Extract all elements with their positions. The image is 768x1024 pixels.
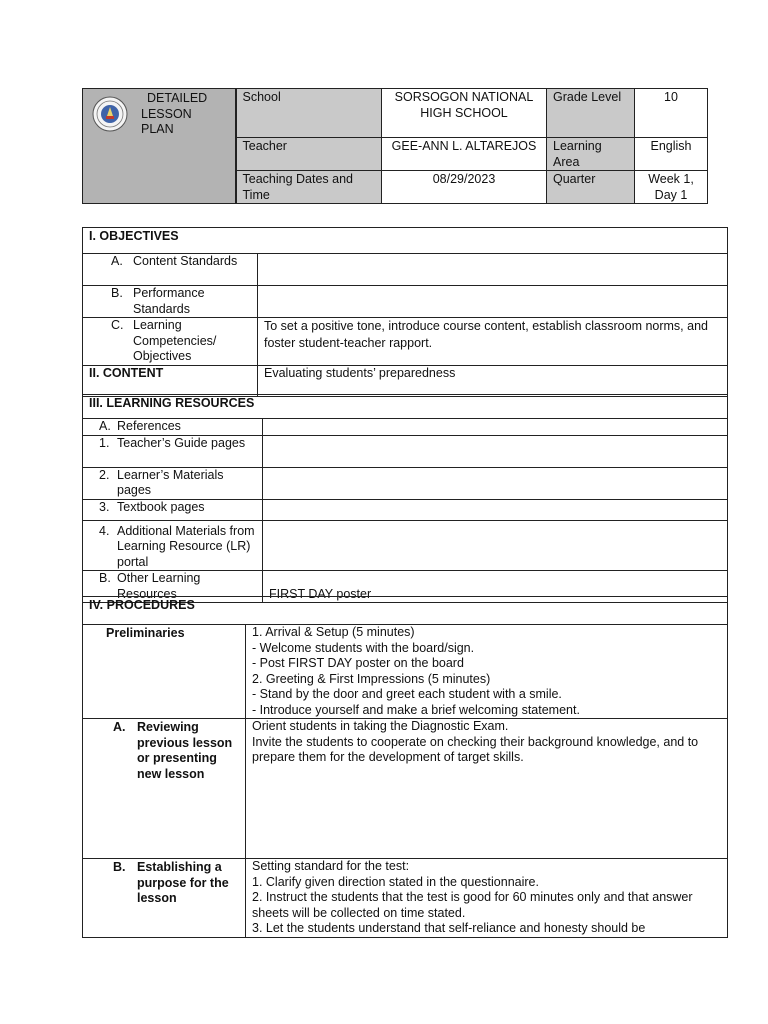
- school-label: School: [236, 89, 382, 138]
- item-number: B.: [99, 571, 111, 585]
- textbook-pages-value: [263, 499, 728, 520]
- content-standards-label: Content Standards: [133, 254, 238, 268]
- preliminaries-line: 1. Arrival & Setup (5 minutes): [252, 625, 415, 639]
- title-cell: [83, 89, 236, 204]
- item-letter: C.: [111, 318, 124, 332]
- quarter-value: Week 1, Day 1: [635, 171, 708, 204]
- teacher-value: GEE-ANN L. ALTAREJOS: [382, 138, 547, 171]
- step-line: 1. Clarify given direction stated in the questionnaire.: [252, 874, 539, 889]
- preliminaries-line: - Stand by the door and greet each student with a smile.: [252, 687, 562, 701]
- item-letter: A.: [111, 254, 123, 268]
- content-value: Evaluating students’ preparedness: [258, 365, 728, 396]
- establishing-purpose-row: [83, 859, 246, 938]
- grade-level-label: Grade Level: [547, 89, 635, 138]
- title-line-2: LESSON: [141, 106, 192, 121]
- establishing-purpose-content: [246, 859, 728, 938]
- learners-materials-row: [83, 467, 263, 499]
- teachers-guide-label: Teacher’s Guide pages: [117, 435, 246, 450]
- reviewing-lesson-row: [83, 719, 246, 859]
- grade-level-value: 10: [635, 89, 708, 138]
- step-letter: B.: [113, 860, 126, 874]
- additional-materials-row: [83, 520, 263, 571]
- performance-standards-value: [258, 286, 728, 318]
- preliminaries-content: [246, 625, 728, 719]
- content-heading: II. CONTENT: [83, 365, 258, 396]
- teachers-guide-row: [83, 435, 263, 467]
- preliminaries-line: - Introduce yourself and make a brief welcoming statement.: [252, 702, 580, 717]
- learners-materials-value: [263, 467, 728, 499]
- learning-resources-table: [82, 394, 728, 603]
- establishing-purpose-label: Establishing a purpose for the lesson: [137, 860, 229, 905]
- reviewing-lesson-label: Reviewing previous lesson or presenting new lesson: [137, 720, 233, 781]
- textbook-pages-row: [83, 499, 263, 520]
- step-letter: A.: [113, 720, 126, 734]
- other-resources-value: FIRST DAY poster: [263, 571, 728, 603]
- other-resources-label: Other Learning Resources: [117, 571, 201, 601]
- learning-competencies-row: [83, 318, 258, 366]
- lesson-plan-title: [141, 91, 207, 138]
- learning-resources-heading: III. LEARNING RESOURCES: [83, 395, 728, 419]
- step-line: 2. Instruct the students that the test is good for 60 minutes only and that answer sheets will be collected on time stated.: [252, 890, 693, 920]
- references-value: [263, 419, 728, 436]
- objectives-heading: I. OBJECTIVES: [83, 228, 728, 254]
- deped-seal-icon: [92, 96, 128, 132]
- references-row: [83, 419, 263, 436]
- learners-materials-label: Learner’s Materials pages: [117, 467, 224, 497]
- references-label: References: [117, 419, 181, 433]
- content-standards-row: [83, 254, 258, 286]
- learning-competencies-label: Learning Competencies/ Objectives: [133, 318, 217, 363]
- step-line: Invite the students to cooperate on checking their background knowledge, and to prepare them for the development of target skills.: [252, 734, 699, 764]
- quarter-label: Quarter: [547, 171, 635, 204]
- item-number: 1.: [99, 435, 110, 450]
- preliminaries-label: Preliminaries: [83, 625, 246, 719]
- additional-materials-label: Additional Materials from Learning Resource (LR) portal: [117, 523, 255, 569]
- procedures-table: [82, 596, 728, 938]
- school-value: SORSOGON NATIONAL HIGH SCHOOL: [382, 89, 547, 138]
- learning-competencies-value: To set a positive tone, introduce course content, establish classroom norms, and foster student-teacher rapport.: [258, 318, 728, 366]
- reviewing-lesson-content: [246, 719, 728, 859]
- performance-standards-label: Performance Standards: [133, 286, 205, 316]
- title-line-3: PLAN: [141, 122, 174, 136]
- teaching-dates-value: 08/29/2023: [382, 171, 547, 204]
- preliminaries-line: - Welcome students with the board/sign.: [252, 640, 475, 655]
- preliminaries-line: 2. Greeting & First Impressions (5 minutes): [252, 671, 491, 686]
- learning-area-value: English: [635, 138, 708, 171]
- lesson-plan-header-table: [82, 88, 708, 204]
- title-line-1: DETAILED: [147, 91, 208, 105]
- step-line: Setting standard for the test:: [252, 859, 410, 873]
- item-letter: B.: [111, 286, 123, 300]
- preliminaries-line: - Post FIRST DAY poster on the board: [252, 656, 464, 670]
- additional-materials-value: [263, 520, 728, 571]
- procedures-heading: IV. PROCEDURES: [83, 597, 728, 625]
- step-line: 3. Let the students understand that self-reliance and honesty should be: [252, 921, 646, 935]
- textbook-pages-label: Textbook pages: [117, 499, 205, 514]
- step-line: Orient students in taking the Diagnostic Exam.: [252, 719, 509, 733]
- objectives-table: [82, 227, 728, 397]
- teaching-dates-label: Teaching Dates and Time: [236, 171, 382, 204]
- item-number: 2.: [99, 467, 110, 482]
- item-number: 3.: [99, 499, 110, 514]
- learning-area-label: Learning Area: [547, 138, 635, 171]
- item-number: 4.: [99, 523, 110, 538]
- content-standards-value: [258, 254, 728, 286]
- teachers-guide-value: [263, 435, 728, 467]
- performance-standards-row: [83, 286, 258, 318]
- item-number: A.: [99, 419, 111, 433]
- teacher-label: Teacher: [236, 138, 382, 171]
